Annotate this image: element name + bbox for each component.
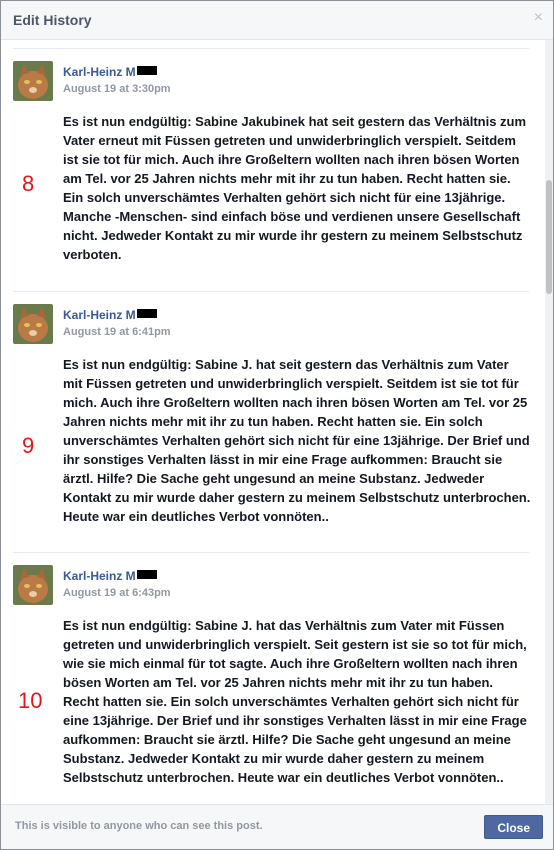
redaction-bar xyxy=(137,309,157,318)
divider xyxy=(13,48,529,49)
post-text: Es ist nun endgültig: Sabine J. hat das Verhältnis zum Vater mit Füssen getreten und unwiderbringlich verspielt. Seit gestern ist sie so tot für mich, wie sie mich einmal für tot sagte. Auch ihre Großeltern wollten nach ihren bösen Worten am Tel. vor 25 Jahren nichts mehr mit ihr zu tun haben. Recht hatten sie. Ein solch unverschämtes Verhalten gehört sich nicht für eine 13jährige. Der Brief und ihr sonstiges Verhalten lässt in mir eine Frage aufkommen: Braucht sie ärztl. Hilfe? Die Sache geht ungesund an meine Substanz. Jedweder Kontakt zu mir wurde daher gestern zu meinem Selbstschutz unterbrochen. Heute war ein deutliches Verbot vonnöten.. xyxy=(63,618,527,785)
post-text: Es ist nun endgültig: Sabine J. hat seit gestern das Verhältnis zum Vater mit Füssen getreten und unwiderbringlich verspielt. Seitdem ist sie tot für mich. Auch ihre Großeltern wollten nach ihren bösen Worten am Tel. vor 25 Jahren nichts mehr mit ihr zu tun haben. Recht hatten sie. Ein solch unverschämtes Verhalten gehört sich nicht für eine 13jährige. Der Brief und ihr sonstiges Verhalten lässt in mir eine Frage aufkommen: Braucht sie ärztl. Hilfe? Die Sache geht ungesund an meine Substanz. Jedweder Kontakt zu mir wurde daher gestern zu meinem Selbstschutz unterbrochen. Heute war ein deutliches Verbot vonnöten.. xyxy=(63,357,531,524)
scrollbar-thumb[interactable] xyxy=(546,180,552,294)
timestamp[interactable]: August 19 at 6:43pm xyxy=(63,587,171,599)
avatar[interactable] xyxy=(13,304,53,344)
timestamp[interactable]: August 19 at 3:30pm xyxy=(63,83,171,95)
avatar[interactable] xyxy=(13,565,53,605)
timestamp[interactable]: August 19 at 6:41pm xyxy=(63,326,171,338)
annotation-number: 9 xyxy=(22,433,35,458)
annotation-number: 8 xyxy=(22,171,35,196)
dialog-title: Edit History xyxy=(13,12,92,28)
close-icon[interactable]: × xyxy=(533,9,543,26)
author-link[interactable]: Karl-Heinz M xyxy=(63,308,157,322)
author-link[interactable]: Karl-Heinz M xyxy=(63,569,157,583)
annotation-number: 10 xyxy=(18,688,43,713)
scrollbar[interactable] xyxy=(545,40,553,806)
divider xyxy=(13,552,529,553)
divider xyxy=(13,291,529,292)
author-link[interactable]: Karl-Heinz M xyxy=(63,65,157,79)
redaction-bar xyxy=(137,570,157,579)
post-text: Es ist nun endgültig: Sabine Jakubinek hat seit gestern das Verhältnis zum Vater erneut mit Füssen getreten und unwiderbringlich verspielt. Seitdem ist sie tot für mich. Auch ihre Großeltern wollten nach ihren bösen Worten am Tel. vor 25 Jahren nichts mehr mit ihr zu tun haben. Recht hatten sie. Ein solch unverschämtes Verhalten gehört sich nicht für eine 13jährige. Manche -Menschen- sind einfach böse und verdienen unsere Gesellschaft nicht. Jedweder Kontakt zu mir wurde ihr gestern zu meinem Selbstschutz verboten. xyxy=(63,114,527,262)
dialog-header xyxy=(1,1,553,40)
visibility-notice: This is visible to anyone who can see this post. xyxy=(15,820,263,832)
avatar[interactable] xyxy=(13,61,53,101)
history-scroll-area[interactable] xyxy=(1,40,554,806)
dialog-footer xyxy=(1,804,553,849)
redaction-bar xyxy=(137,66,157,75)
close-button[interactable]: Close xyxy=(484,815,543,839)
